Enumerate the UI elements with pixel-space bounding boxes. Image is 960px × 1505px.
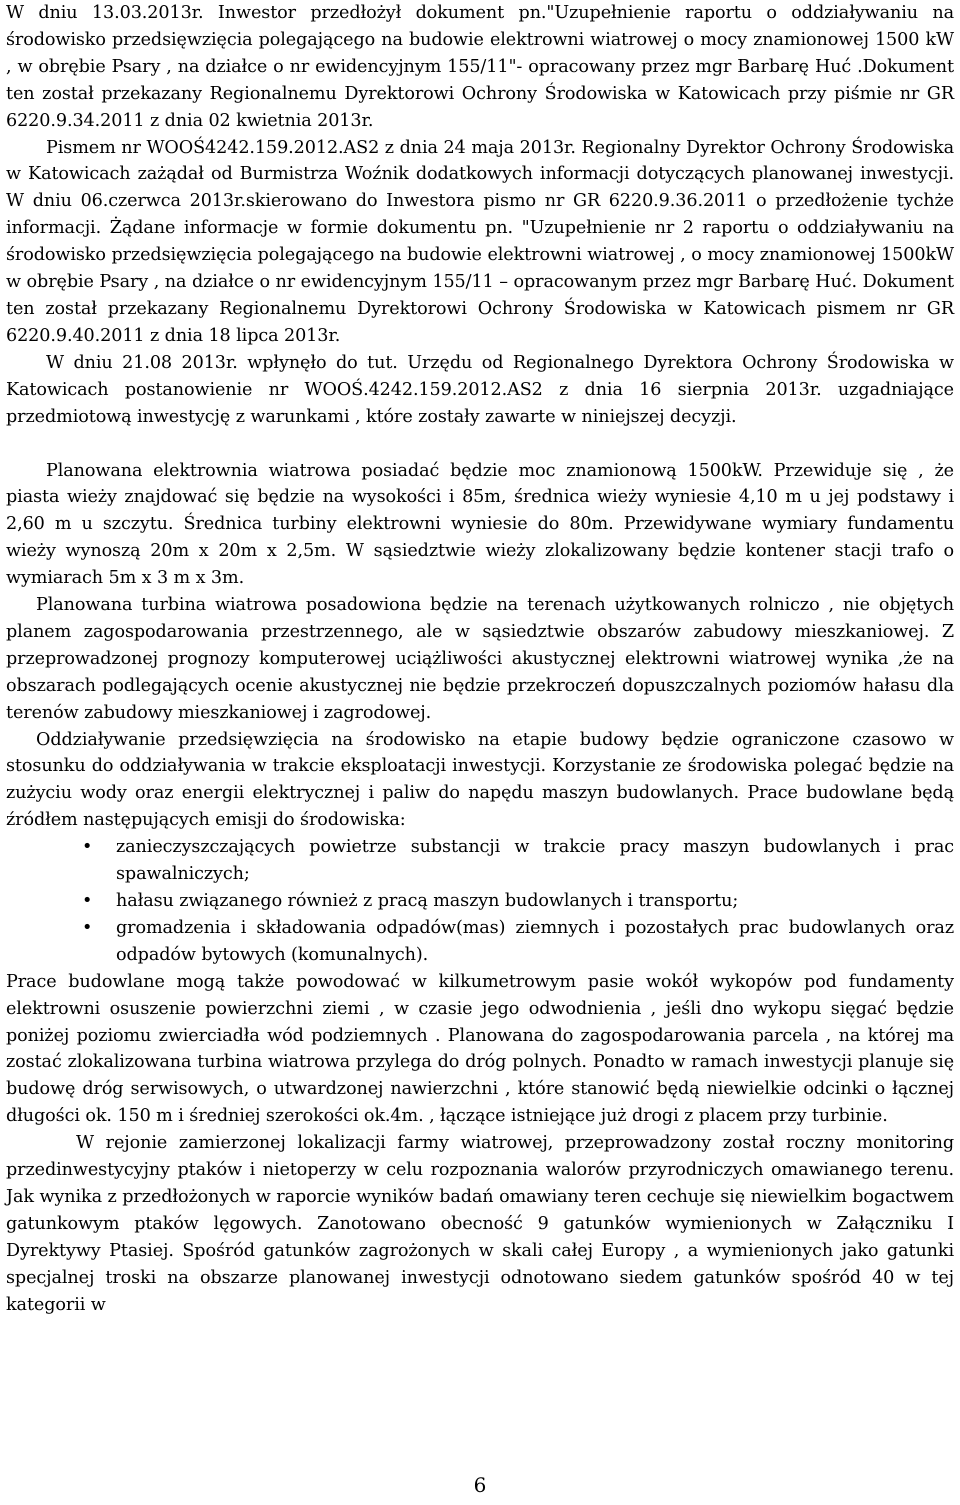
bullet-icon: • bbox=[82, 891, 93, 911]
bullet-icon: • bbox=[82, 917, 93, 938]
list-item-text: gromadzenia i składowania odpadów(mas) ziemnych i pozostałych prac budowlanych oraz odpadów bytowych (komunalnych). bbox=[116, 917, 954, 965]
emissions-list bbox=[6, 834, 954, 969]
list-item-text: hałasu związanego również z pracą maszyn budowlanych i transportu; bbox=[116, 891, 739, 911]
bullet-icon: • bbox=[82, 837, 93, 858]
paragraph-location-noise: Planowana turbina wiatrowa posadowiona będzie na terenach użytkowanych rolniczo , nie objętych planem zagospodarowania przestrzennego, ale w sąsiedztwie obszarów zabudowy mieszkaniowej. Z przeprowadzonej prognozy komputerowej uciążliwości akustycznej elektrowni wiatrowej wynika ,że na obszarach podlegających ocenie akustycznej nie będzie przekroczeń dopuszczalnych poziomów hałasu dla terenów zabudowy mieszkaniowej i zagrodowej. bbox=[6, 595, 954, 723]
paragraph-drainage-roads: Prace budowlane mogą także powodować w kilkumetrowym pasie wokół wykopów pod fundamenty elektrowni osuszenie powierzchni ziemi , w czasie jego odwodnienia , jeśli dno wykopu sięgać będzie poniżej poziomu zwierciadła wód podziemnych . Planowana do zagospodarowania parcela , na której ma zostać zlokalizowana turbina wiatrowa przylega do dróg polnych. Ponadto w ramach inwestycji planuje się budowę dróg serwisowych, o utwardzonej nawierzchni , które stanowić będą niewielkie odcinki o łącznej długości ok. 150 m i średniej szerokości ok.4m. , łączące istniejące już drogi z placem przy turbinie. bbox=[6, 971, 954, 1127]
paragraph-investor-submission: W dniu 13.03.2013r. Inwestor przedłożył dokument pn."Uzupełnienie raportu o oddziaływaniu na środowisko przedsięwzięcia polegającego na budowie elektrowni wiatrowej o mocy znamionowej 1500 kW , w obrębie Psary , na działce o nr ewidencyjnym 155/11"- opracowany przez mgr Barbarę Huć .Dokument ten został przekazany Regionalnemu Dyrektorowi Ochrony Środowiska w Katowicach przy piśmie nr GR 6220.9.34.2011 z dnia 02 kwietnia 2013r. bbox=[6, 3, 954, 131]
page-number: 6 bbox=[473, 1473, 487, 1497]
paragraph-bird-monitoring: W rejonie zamierzonej lokalizacji farmy wiatrowej, przeprowadzony został roczny monitoring przedinwestycyjny ptaków i nietoperzy w celu rozpoznania walorów przyrodniczych omawianego terenu. Jak wynika z przedłożonych w raporcie wyników badań omawiany teren cechuje się niewielkim bogactwem gatunkowym ptaków lęgowych. Zanotowano obecność 9 gatunków wymienionych w Załączniku I Dyrektywy Ptasiej. Spośród gatunków zagrożonych w skali całej Europy , a wymienionych jako gatunki specjalnej troski na obszarze planowanej inwestycji odnotowano siedem gatunków spośród 40 w tej kategorii w bbox=[6, 1133, 954, 1315]
list-item-text: zanieczyszczających powietrze substancji w trakcie pracy maszyn budowlanych i prac spawalniczych; bbox=[116, 837, 954, 885]
list-item bbox=[6, 915, 954, 969]
paragraph-rdos-decision: W dniu 21.08 2013r. wpłynęło do tut. Urzędu od Regionalnego Dyrektora Ochrony Środowiska w Katowicach postanowienie nr WOOŚ.4242.159.2012.AS2 z dnia 16 sierpnia 2013r. uzgadniające przedmiotową inwestycję z warunkami , które zostały zawarte w niniejszej decyzji. bbox=[6, 352, 954, 427]
paragraph-construction-impact: Oddziaływanie przedsięwzięcia na środowisko na etapie budowy będzie ograniczone czasowo w stosunku do oddziaływania w trakcie eksploatacji inwestycji. Korzystanie ze środowiska polegać będzie na zużyciu wody oraz energii elektrycznej i paliw do napędu maszyn budowlanych. Prace budowlane będą źródłem następujących emisji do środowiska: bbox=[6, 729, 954, 831]
document-body bbox=[6, 0, 954, 1319]
paragraph-rdos-request: Pismem nr WOOŚ4242.159.2012.AS2 z dnia 24 maja 2013r. Regionalny Dyrektor Ochrony Środowiska w Katowicach zażądał od Burmistrza Woźnik dodatkowych informacji dotyczących planowanej inwestycji. W dniu 06.czerwca 2013r.skierowano do Inwestora pismo nr GR 6220.9.36.2011 o przedłożenie tychże informacji. Żądane informacje w formie dokumentu pn. "Uzupełnienie nr 2 raportu o oddziaływaniu na środowisko przedsięwzięcia polegającego na budowie elektrowni wiatrowej , o mocy znamionowej 1500kW w obrębie Psary , na działce o nr ewidencyjnym 155/11 – opracowanym przez mgr Barbarę Huć. Dokument ten został przekazany Regionalnemu Dyrektorowi Ochrony Środowiska w Katowicach pismem nr GR 6220.9.40.2011 z dnia 18 lipca 2013r. bbox=[6, 137, 954, 346]
list-item bbox=[6, 834, 954, 888]
paragraph-turbine-specs: Planowana elektrownia wiatrowa posiadać będzie moc znamionową 1500kW. Przewiduje się , że piasta wieży znajdować się będzie na wysokości i 85m, średnica wieży wyniesie 4,10 m u jej podstawy i 2,60 m u szczytu. Średnica turbiny elektrowni wyniesie do 80m. Przewidywane wymiary fundamentu wieży wynoszą 20m x 20m x 2,5m. W sąsiedztwie wieży zlokalizowany będzie kontener stacji trafo o wymiarach 5m x 3 m x 3m. bbox=[6, 460, 954, 589]
list-item bbox=[6, 888, 954, 915]
